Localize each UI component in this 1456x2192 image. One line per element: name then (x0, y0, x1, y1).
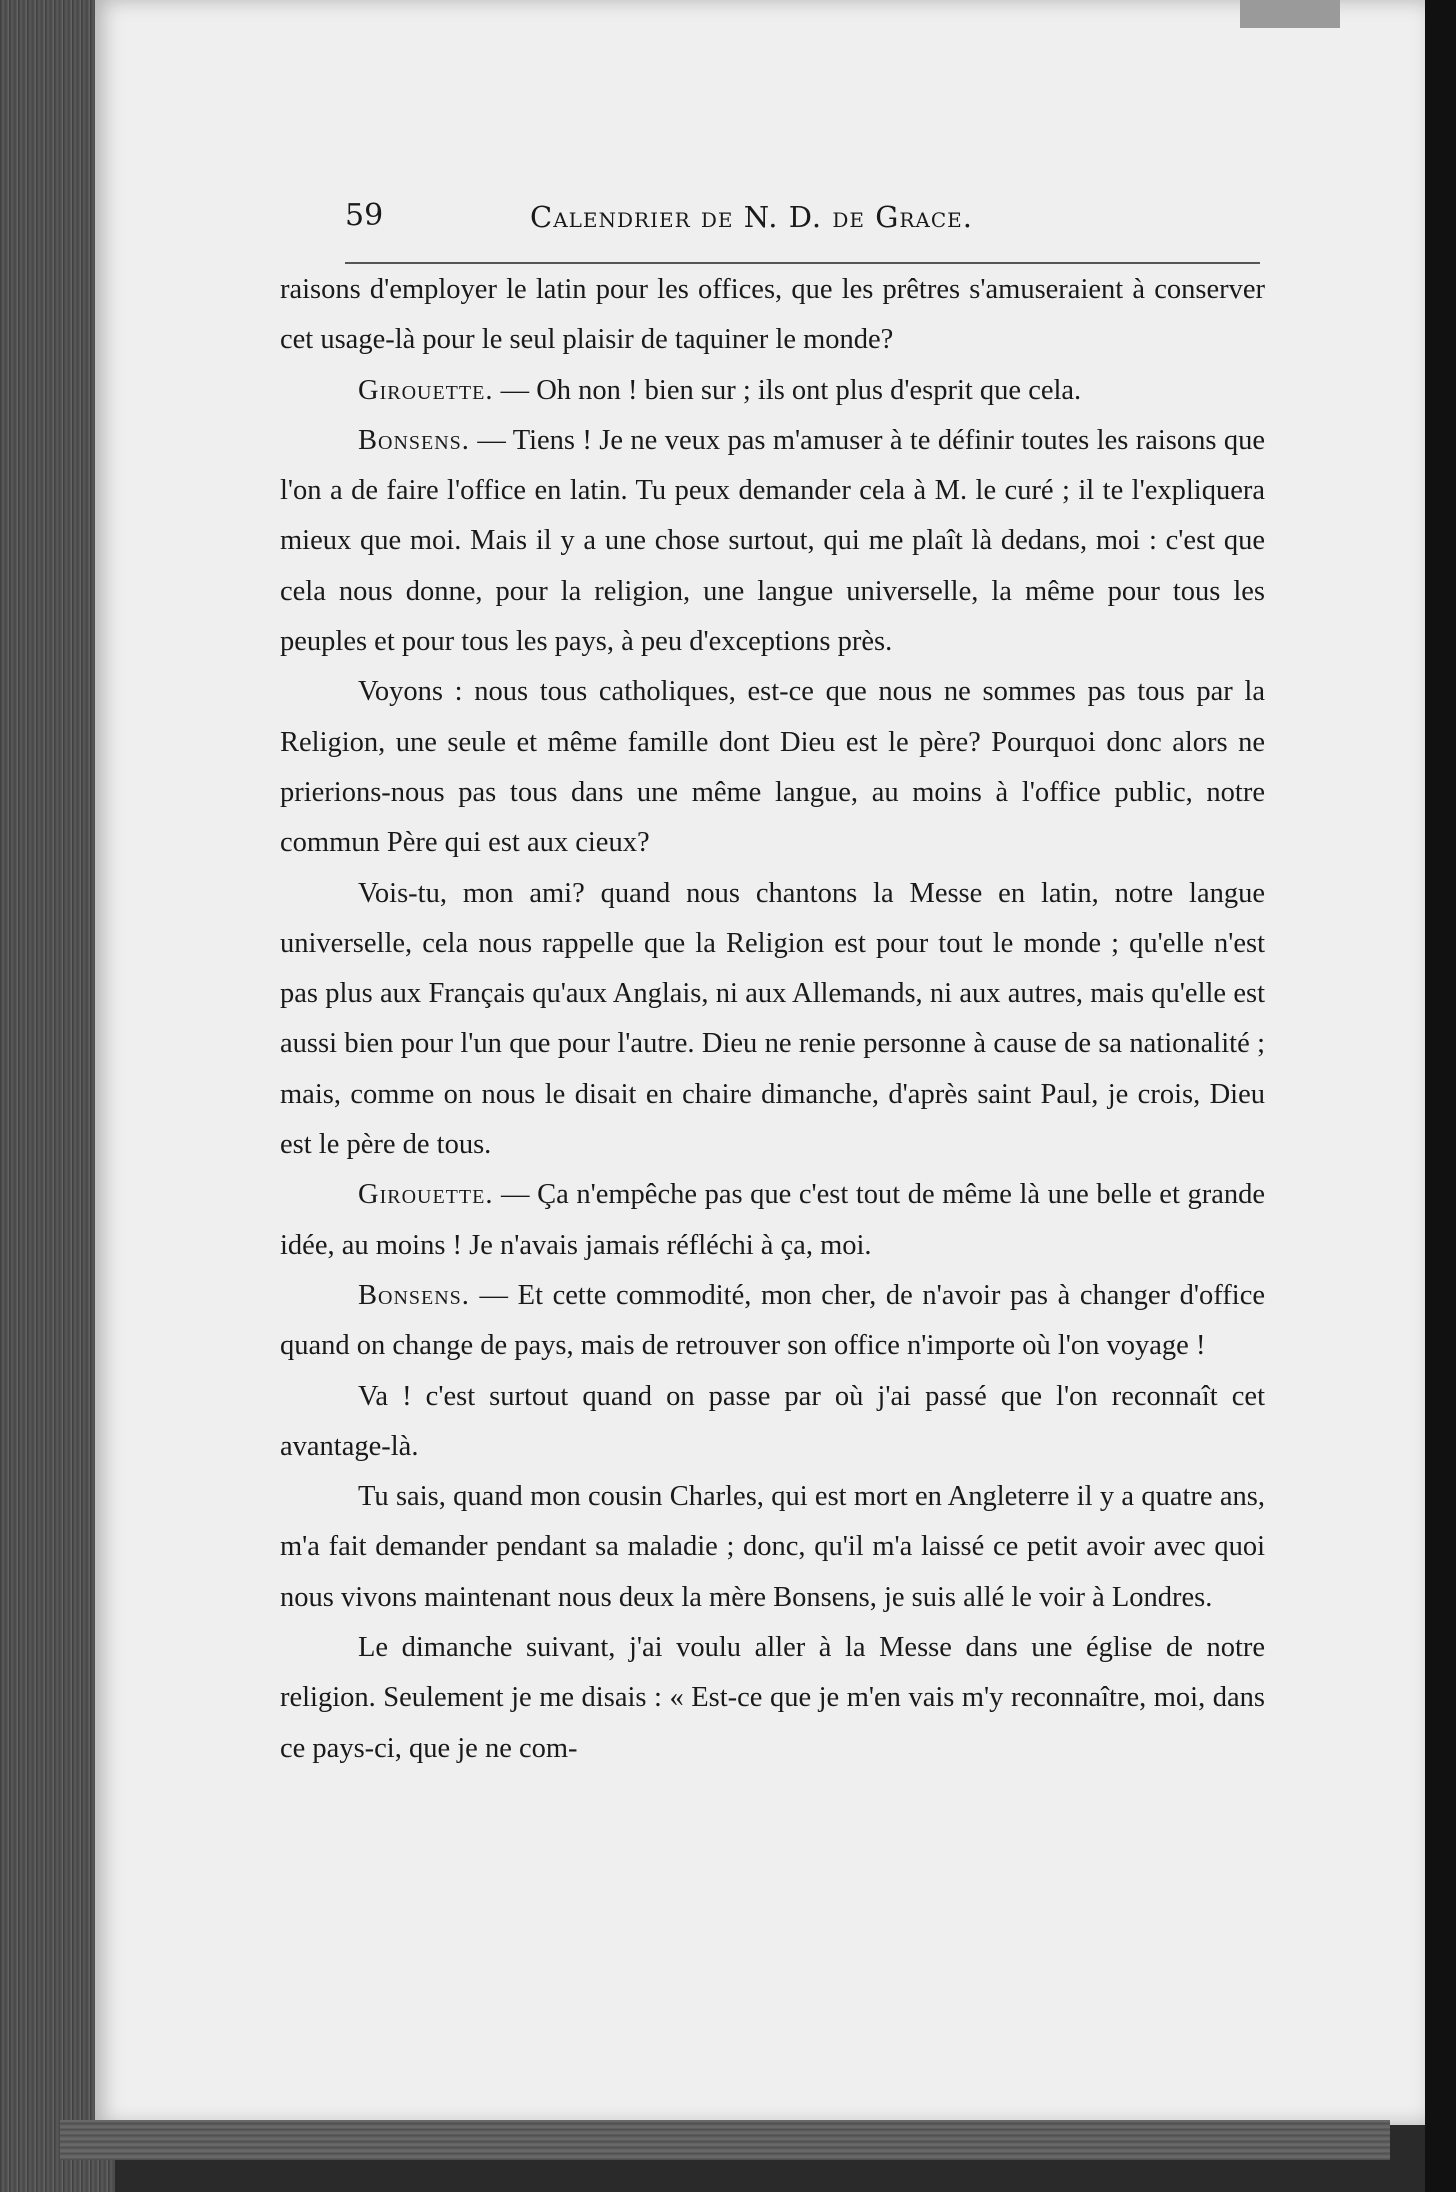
paragraph (280, 869, 1265, 1171)
paragraph-text: — Tiens ! Je ne veux pas m'amuser à te définir toutes les raisons que l'on a de faire l'office en latin. Tu peux demander cela à M. le curé ; il te l'expliquera mieux que moi. Mais il y a une chose surtout, qui me plaît là dedans, moi : c'est que cela nous donne, pour la religion, une langue universelle, la même pour tous les peuples et pour tous les pays, à peu d'exceptions près. (280, 424, 1265, 658)
paragraph (280, 1623, 1265, 1774)
paragraph-text: Le dimanche suivant, j'ai voulu aller à la Messe dans une église de notre religion. Seulement je me disais : « Est-ce que je m'en vais m'y reconnaître, moi, dans ce pays-ci, que je ne com- (280, 1632, 1265, 1764)
paragraph-text: Voyons : nous tous catholiques, est-ce que nous ne sommes pas tous par la Religion, une seule et même famille dont Dieu est le père? Pourquoi donc alors ne prierions-nous pas tous dans une même langue, au moins à l'office public, notre commun Père qui est aux cieux? (280, 676, 1265, 859)
speaker-name: Girouette. (358, 1179, 494, 1211)
right-margin-shadow (1425, 0, 1456, 2192)
paragraph-text: raisons d'employer le latin pour les offices, que les prêtres s'amuseraient à conserver cet usage-là pour le seul plaisir de taquiner le monde? (280, 274, 1265, 356)
speaker-name: Bonsens. (358, 1279, 470, 1311)
paragraph (280, 416, 1265, 667)
paragraph (280, 1372, 1265, 1473)
paragraph (280, 366, 1265, 416)
running-title: Calendrier de N. D. de Grace. (530, 200, 973, 234)
paragraph-text: — Oh non ! bien sur ; ils ont plus d'esprit que cela. (493, 374, 1082, 406)
paragraph (280, 1472, 1265, 1623)
book-bottom-edge (60, 2120, 1390, 2160)
paragraph-text: Tu sais, quand mon cousin Charles, qui est mort en Angleterre il y a quatre ans, m'a fait demander pendant sa maladie ; donc, qu'il m'a laissé ce petit avoir avec quoi nous vivons maintenant nous deux la mère Bonsens, je suis allé le voir à Londres. (280, 1481, 1265, 1613)
paragraph-text: Va ! c'est surtout quand on passe par où j'ai passé que l'on reconnaît cet avantage-là. (280, 1380, 1265, 1462)
paragraph-text: Vois-tu, mon ami? quand nous chantons la Messe en latin, notre langue universelle, cela nous rappelle que la Religion est pour tout le monde ; qu'elle n'est pas plus aux Français qu'aux Anglais, ni aux Allemands, ni aux autres, mais qu'elle est aussi bien pour l'un que pour l'autre. Dieu ne renie personne à cause de sa nationalité ; mais, comme on nous le disait en chaire dimanche, d'après saint Paul, je crois, Dieu est le père de tous. (280, 877, 1265, 1161)
page-header (345, 198, 1265, 248)
speaker-name: Bonsens. (358, 424, 470, 456)
body-text (280, 265, 1265, 1774)
paragraph (280, 1271, 1265, 1372)
clip-mark (1240, 0, 1340, 28)
page-number: 59 (345, 198, 384, 233)
paragraph (280, 1170, 1265, 1271)
header-rule (345, 262, 1260, 264)
paragraph-text: — Et cette commodité, mon cher, de n'avoir pas à changer d'office quand on change de pays, mais de retrouver son office n'importe où l'on voyage ! (280, 1279, 1265, 1362)
paragraph (280, 667, 1265, 868)
speaker-name: Girouette. (358, 374, 494, 406)
paragraph-text: — Ça n'empêche pas que c'est tout de même là une belle et grande idée, au moins ! Je n'avais jamais réfléchi à ça, moi. (280, 1179, 1265, 1261)
paragraph (280, 265, 1265, 366)
